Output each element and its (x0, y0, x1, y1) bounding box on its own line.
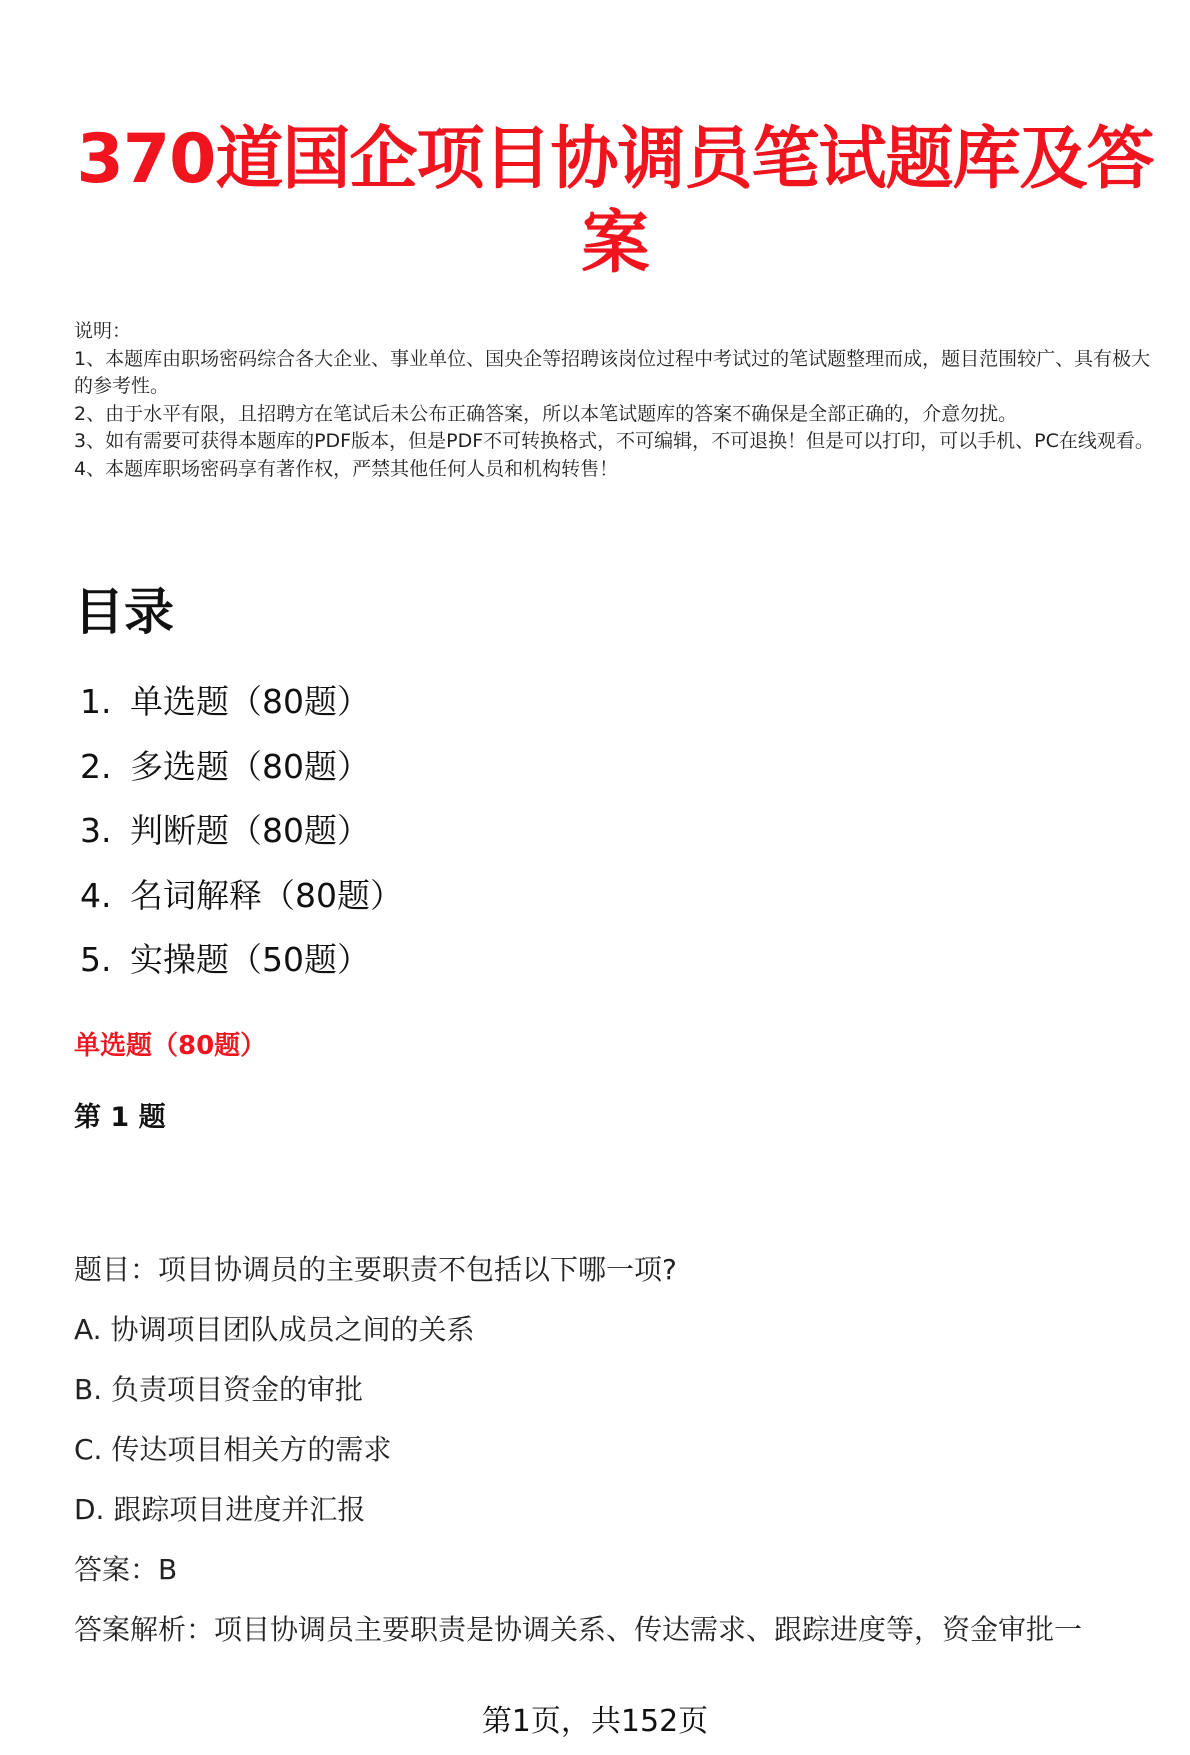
section-title: 单选题（80题） (74, 1031, 267, 1061)
answer: 答案：B (74, 1553, 178, 1586)
note-item: 4、本题库职场密码享有著作权，严禁其他任何人员和机构转售！ (74, 457, 619, 480)
note-item: 1、本题库由职场密码综合各大企业、事业单位、国央企等招聘该岗位过程中考试过的笔试题整理而成，题目范围较广、具有极大的参考性。 (74, 347, 1151, 397)
toc-item-number: 5. (80, 940, 112, 979)
answer-analysis: 答案解析：项目协调员主要职责是协调关系、传达需求、跟踪进度等，资金审批一 (74, 1613, 1083, 1646)
toc-item-number: 4. (80, 875, 112, 915)
toc-item-number: 1. (80, 682, 112, 721)
table-of-contents (80, 680, 780, 1003)
toc-item-number: 2. (80, 746, 112, 786)
page-footer: 第1页，共152页 (481, 1704, 709, 1739)
toc-item-label: 名词解释（80题） (130, 875, 403, 915)
toc-item-label: 实操题（50题） (130, 940, 370, 979)
toc-item[interactable] (80, 809, 780, 874)
toc-item-label: 多选题（80题） (130, 746, 370, 786)
document-title: 370道国企项目协调员笔试题库及答案 (76, 120, 1154, 283)
toc-item-label: 单选题（80题） (130, 682, 370, 721)
question-number: 第 1 题 (74, 1102, 166, 1133)
toc-item[interactable] (80, 938, 780, 1003)
toc-item[interactable] (80, 745, 780, 810)
question-block (74, 1250, 1174, 1670)
notes-heading: 说明： (74, 320, 132, 342)
toc-item-label: 判断题（80题） (130, 811, 370, 850)
option-a: A. 协调项目团队成员之间的关系 (74, 1313, 475, 1346)
toc-item[interactable] (80, 874, 780, 939)
toc-item-number: 3. (80, 811, 112, 850)
option-c: C. 传达项目相关方的需求 (74, 1433, 392, 1466)
note-item: 3、如有需要可获得本题库的PDF版本，但是PDF不可转换格式，不可编辑，不可退换！但是可以打印，可以手机、PC在线观看。 (74, 430, 1154, 452)
option-d: D. 跟踪项目进度并汇报 (74, 1493, 366, 1526)
instructions-notes (74, 318, 1154, 483)
option-b: B. 负责项目资金的审批 (74, 1373, 364, 1406)
note-item: 2、由于水平有限，且招聘方在笔试后未公布正确答案，所以本笔试题库的答案不确保是全部正确的，介意勿扰。 (74, 402, 1018, 425)
toc-item[interactable] (80, 680, 780, 745)
toc-heading: 目录 (74, 583, 174, 641)
question-stem: 题目：项目协调员的主要职责不包括以下哪一项? (74, 1253, 677, 1286)
